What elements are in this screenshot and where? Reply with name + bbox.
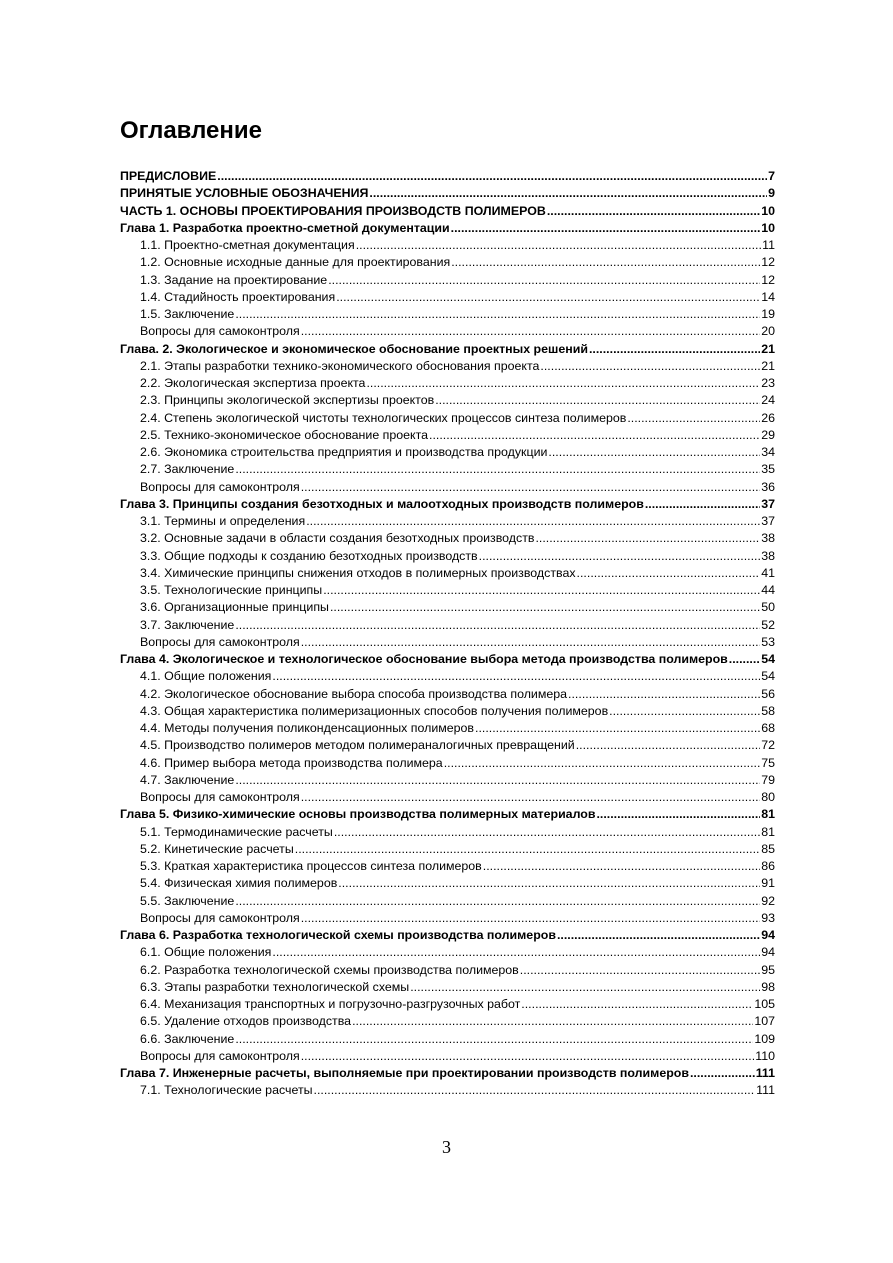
toc-entry-title: 5.2. Кинетические расчеты <box>140 841 294 856</box>
toc-section-entry <box>120 272 775 289</box>
toc-section-entry <box>120 772 775 789</box>
toc-entry-page: 14 <box>761 289 775 304</box>
toc-dot-leader <box>535 530 760 547</box>
toc-section-entry <box>120 617 775 634</box>
toc-section-entry <box>120 599 775 616</box>
toc-entry-title: 3.7. Заключение <box>140 617 235 632</box>
toc-entry-page: 41 <box>761 565 775 580</box>
toc-entry-page: 95 <box>761 962 775 977</box>
toc-dot-leader <box>334 824 760 841</box>
toc-entry-page: 38 <box>761 531 775 546</box>
toc-entry-page: 37 <box>761 514 775 528</box>
toc-section-entry <box>120 582 775 599</box>
toc-dot-leader <box>444 755 761 772</box>
toc-entry-page: 38 <box>761 548 775 563</box>
toc-entry-title: 3.6. Организационные принципы <box>140 600 329 615</box>
toc-dot-leader <box>272 668 760 685</box>
toc-entry-title: Глава. 2. Экологическое и экономическое обоснование проектных решений <box>120 341 588 356</box>
toc-entry-page: 10 <box>761 203 775 218</box>
toc-entry-title: 4.5. Производство полимеров методом полимераналогичных превращений <box>140 738 575 753</box>
toc-entry-title: 6.1. Общие положения <box>140 945 272 960</box>
toc-entry-page: 21 <box>761 341 775 356</box>
toc-chapter-entry <box>120 341 775 358</box>
toc-entry-page: 93 <box>761 910 775 925</box>
toc-section-entry <box>120 237 775 254</box>
toc-section-entry <box>120 427 775 444</box>
toc-dot-leader <box>369 185 767 202</box>
toc-section-entry <box>120 979 775 996</box>
toc-entry-page: 12 <box>761 272 775 287</box>
toc-dot-leader <box>451 254 760 271</box>
toc-entry-page: 85 <box>761 841 775 856</box>
toc-chapter-entry <box>120 806 775 823</box>
toc-entry-page: 19 <box>761 307 775 321</box>
toc-entry-title: 5.4. Физическая химия полимеров <box>140 876 338 891</box>
toc-entry-title: 3.5. Технологические принципы <box>140 583 323 597</box>
toc-entry-title: Вопросы для самоконтроля <box>140 634 300 649</box>
toc-entry-page: 9 <box>768 186 775 201</box>
toc-entry-title: 2.3. Принципы экологической экспертизы проектов <box>140 393 435 408</box>
toc-entry-title: ПРЕДИСЛОВИЕ <box>120 169 217 183</box>
toc-entry-page: 79 <box>761 772 775 787</box>
toc-entry-title: 4.1. Общие положения <box>140 669 272 684</box>
toc-dot-leader <box>435 392 760 409</box>
toc-dot-leader <box>429 427 760 444</box>
toc-dot-leader <box>548 444 760 461</box>
toc-entry-page: 98 <box>761 979 775 994</box>
page-title: Оглавление <box>120 117 262 144</box>
toc-dot-leader <box>235 461 760 478</box>
toc-entry-title: 2.7. Заключение <box>140 462 235 477</box>
toc-entry-page: 92 <box>761 893 775 908</box>
toc-section-entry <box>120 893 775 910</box>
toc-entry-page: 110 <box>755 1048 775 1063</box>
toc-section-entry <box>120 996 775 1013</box>
toc-section-entry <box>120 737 775 754</box>
toc-section-entry <box>120 824 775 841</box>
toc-dot-leader <box>366 375 760 392</box>
toc-entry-page: 91 <box>761 876 775 891</box>
toc-entry-page: 23 <box>761 376 775 390</box>
toc-dot-leader <box>568 686 760 703</box>
toc-section-entry <box>120 910 775 927</box>
toc-dot-leader <box>301 323 760 340</box>
toc-entry-title: Вопросы для самоконтроля <box>140 479 300 494</box>
toc-chapter-entry <box>120 651 775 668</box>
toc-entry-title: 6.6. Заключение <box>140 1031 235 1046</box>
toc-dot-leader <box>235 306 760 323</box>
toc-entry-page: 72 <box>761 738 775 753</box>
toc-entry-page: 11 <box>762 238 775 252</box>
toc-dot-leader <box>314 1082 756 1099</box>
toc-entry-title: 5.1. Термодинамические расчеты <box>140 824 333 839</box>
toc-dot-leader <box>627 410 760 427</box>
toc-entry-title: 3.2. Основные задачи в области создания безотходных производств <box>140 531 535 546</box>
toc-entry-title: Глава 1. Разработка проектно-сметной документации <box>120 220 450 235</box>
toc-dot-leader <box>301 910 760 927</box>
toc-dot-leader <box>356 237 761 254</box>
toc-chapter-entry <box>120 168 775 185</box>
toc-dot-leader <box>479 548 761 565</box>
toc-entry-page: 21 <box>761 358 775 373</box>
toc-dot-leader <box>235 617 760 634</box>
toc-section-entry <box>120 720 775 737</box>
toc-dot-leader <box>729 651 760 668</box>
toc-section-entry <box>120 1048 775 1065</box>
toc-section-entry <box>120 479 775 496</box>
toc-entry-title: 1.1. Проектно-сметная документация <box>140 238 355 252</box>
toc-entry-title: 2.6. Экономика строительства предприятия и производства продукции <box>140 445 548 459</box>
toc-entry-page: 36 <box>761 479 775 494</box>
toc-chapter-entry <box>120 1065 775 1082</box>
table-of-contents <box>120 168 775 1100</box>
toc-entry-title: 5.3. Краткая характеристика процессов синтеза полимеров <box>140 859 482 873</box>
toc-section-entry <box>120 962 775 979</box>
toc-section-entry <box>120 875 775 892</box>
toc-chapter-entry <box>120 203 775 220</box>
toc-entry-page: 105 <box>754 997 775 1011</box>
toc-entry-page: 109 <box>754 1031 775 1046</box>
toc-entry-page: 12 <box>761 255 775 270</box>
toc-entry-title: Глава 3. Принципы создания безотходных и малоотходных производств полимеров <box>120 496 644 511</box>
toc-dot-leader <box>690 1065 755 1082</box>
page-number: 3 <box>442 1137 451 1157</box>
toc-section-entry <box>120 686 775 703</box>
toc-entry-title: Вопросы для самоконтроля <box>140 910 300 925</box>
toc-entry-page: 35 <box>761 462 775 477</box>
toc-section-entry <box>120 323 775 340</box>
toc-entry-page: 44 <box>761 583 775 597</box>
toc-dot-leader <box>410 979 760 996</box>
toc-section-entry <box>120 548 775 565</box>
toc-entry-page: 56 <box>761 686 775 701</box>
toc-dot-leader <box>301 479 760 496</box>
toc-entry-title: 1.2. Основные исходные данные для проектирования <box>140 255 451 270</box>
toc-entry-page: 68 <box>761 721 775 735</box>
toc-entry-page: 53 <box>761 634 775 649</box>
toc-entry-title: 4.2. Экологическое обоснование выбора способа производства полимера <box>140 686 568 701</box>
toc-entry-page: 26 <box>761 410 775 425</box>
toc-entry-page: 94 <box>761 945 775 960</box>
toc-entry-page: 52 <box>761 617 775 632</box>
toc-chapter-entry <box>120 927 775 944</box>
toc-entry-page: 81 <box>761 807 775 822</box>
toc-dot-leader <box>451 220 761 237</box>
toc-dot-leader <box>295 841 760 858</box>
toc-dot-leader <box>540 358 760 375</box>
toc-section-entry <box>120 410 775 427</box>
toc-dot-leader <box>596 806 760 823</box>
toc-entry-title: 1.5. Заключение <box>140 307 235 321</box>
toc-dot-leader <box>235 1031 753 1048</box>
toc-dot-leader <box>301 789 760 806</box>
toc-entry-title: 5.5. Заключение <box>140 893 235 908</box>
toc-section-entry <box>120 392 775 409</box>
toc-section-entry <box>120 565 775 582</box>
toc-dot-leader <box>352 1013 753 1030</box>
toc-chapter-entry <box>120 220 775 237</box>
toc-dot-leader <box>217 168 767 185</box>
toc-section-entry <box>120 1082 775 1099</box>
toc-entry-page: 111 <box>755 1066 775 1080</box>
toc-entry-title: 2.2. Экологическая экспертиза проекта <box>140 376 366 390</box>
toc-entry-page: 54 <box>761 652 775 666</box>
toc-section-entry <box>120 289 775 306</box>
toc-dot-leader <box>483 858 760 875</box>
toc-entry-title: 1.3. Задание на проектирование <box>140 272 328 287</box>
toc-entry-title: Глава 7. Инженерные расчеты, выполняемые при проектировании производств полимеров <box>120 1066 689 1080</box>
toc-entry-page: 50 <box>761 600 775 615</box>
toc-section-entry <box>120 254 775 271</box>
toc-entry-title: 7.1. Технологические расчеты <box>140 1083 313 1098</box>
toc-entry-page: 80 <box>761 790 775 804</box>
toc-section-entry <box>120 789 775 806</box>
toc-section-entry <box>120 703 775 720</box>
toc-dot-leader <box>577 565 761 582</box>
toc-section-entry <box>120 513 775 530</box>
toc-entry-page: 34 <box>761 445 775 459</box>
toc-dot-leader <box>301 1048 755 1065</box>
toc-section-entry <box>120 668 775 685</box>
toc-section-entry <box>120 461 775 478</box>
toc-dot-leader <box>609 703 760 720</box>
toc-entry-title: 2.1. Этапы разработки технико-экономического обоснования проекта <box>140 358 540 373</box>
toc-entry-title: 4.6. Пример выбора метода производства полимера <box>140 755 443 770</box>
toc-entry-page: 29 <box>761 427 775 442</box>
toc-dot-leader <box>330 599 760 616</box>
toc-entry-title: Вопросы для самоконтроля <box>140 1048 300 1063</box>
toc-section-entry <box>120 375 775 392</box>
toc-dot-leader <box>576 737 760 754</box>
toc-entry-page: 20 <box>761 324 775 339</box>
toc-entry-title: Глава 4. Экологическое и технологическое обоснование выбора метода производства полимеров <box>120 652 728 666</box>
toc-dot-leader <box>306 513 760 530</box>
toc-entry-title: 2.5. Технико-экономическое обоснование проекта <box>140 427 429 442</box>
toc-entry-page: 10 <box>761 220 775 235</box>
toc-dot-leader <box>521 996 753 1013</box>
toc-entry-title: 6.5. Удаление отходов производства <box>140 1014 352 1029</box>
toc-chapter-entry <box>120 185 775 202</box>
toc-dot-leader <box>235 772 760 789</box>
toc-dot-leader <box>235 893 760 910</box>
toc-entry-title: 4.4. Методы получения поликонденсационных полимеров <box>140 721 475 735</box>
toc-section-entry <box>120 755 775 772</box>
toc-section-entry <box>120 444 775 461</box>
toc-dot-leader <box>475 720 760 737</box>
toc-entry-title: 6.4. Механизация транспортных и погрузочно-разгрузочных работ <box>140 997 521 1011</box>
toc-entry-title: 1.4. Стадийность проектирования <box>140 289 336 304</box>
toc-dot-leader <box>520 962 760 979</box>
toc-section-entry <box>120 944 775 961</box>
toc-dot-leader <box>338 875 760 892</box>
toc-dot-leader <box>272 944 760 961</box>
toc-section-entry <box>120 530 775 547</box>
toc-entry-page: 81 <box>761 824 775 839</box>
toc-dot-leader <box>645 496 760 513</box>
toc-dot-leader <box>301 634 760 651</box>
toc-section-entry <box>120 1013 775 1030</box>
toc-entry-title: 6.3. Этапы разработки технологической схемы <box>140 979 410 994</box>
toc-entry-page: 58 <box>761 703 775 718</box>
toc-dot-leader <box>323 582 760 599</box>
toc-section-entry <box>120 1031 775 1048</box>
toc-entry-page: 111 <box>756 1083 775 1098</box>
toc-entry-page: 54 <box>761 669 775 684</box>
toc-dot-leader <box>328 272 760 289</box>
toc-section-entry <box>120 841 775 858</box>
toc-entry-title: 3.3. Общие подходы к созданию безотходных производств <box>140 548 478 563</box>
toc-section-entry <box>120 306 775 323</box>
toc-entry-page: 94 <box>761 928 775 942</box>
toc-chapter-entry <box>120 496 775 513</box>
toc-entry-page: 107 <box>754 1014 775 1029</box>
toc-entry-page: 7 <box>768 169 775 183</box>
toc-section-entry <box>120 858 775 875</box>
toc-entry-title: Глава 6. Разработка технологической схемы производства полимеров <box>120 928 556 942</box>
toc-entry-title: ПРИНЯТЫЕ УСЛОВНЫЕ ОБОЗНАЧЕНИЯ <box>120 186 369 201</box>
toc-entry-title: 2.4. Степень экологической чистоты технологических процессов синтеза полимеров <box>140 410 627 425</box>
toc-dot-leader <box>557 927 760 944</box>
toc-dot-leader <box>547 203 760 220</box>
toc-entry-title: 4.7. Заключение <box>140 772 235 787</box>
toc-entry-page: 86 <box>761 859 775 873</box>
toc-entry-title: ЧАСТЬ 1. ОСНОВЫ ПРОЕКТИРОВАНИЯ ПРОИЗВОДСТВ ПОЛИМЕРОВ <box>120 203 546 218</box>
toc-entry-page: 75 <box>761 755 775 770</box>
toc-entry-title: Вопросы для самоконтроля <box>140 324 300 339</box>
toc-entry-title: 3.1. Термины и определения <box>140 514 306 528</box>
toc-dot-leader <box>336 289 760 306</box>
toc-entry-title: 3.4. Химические принципы снижения отходов в полимерных производствах <box>140 565 576 580</box>
toc-entry-title: Глава 5. Физико-химические основы производства полимерных материалов <box>120 807 596 822</box>
toc-section-entry <box>120 358 775 375</box>
toc-entry-title: 4.3. Общая характеристика полимеризационных способов получения полимеров <box>140 703 609 718</box>
toc-dot-leader <box>589 341 760 358</box>
toc-entry-page: 24 <box>761 393 775 408</box>
toc-section-entry <box>120 634 775 651</box>
toc-entry-title: 6.2. Разработка технологической схемы производства полимеров <box>140 962 519 977</box>
toc-entry-title: Вопросы для самоконтроля <box>140 790 300 804</box>
toc-entry-page: 37 <box>761 496 775 511</box>
